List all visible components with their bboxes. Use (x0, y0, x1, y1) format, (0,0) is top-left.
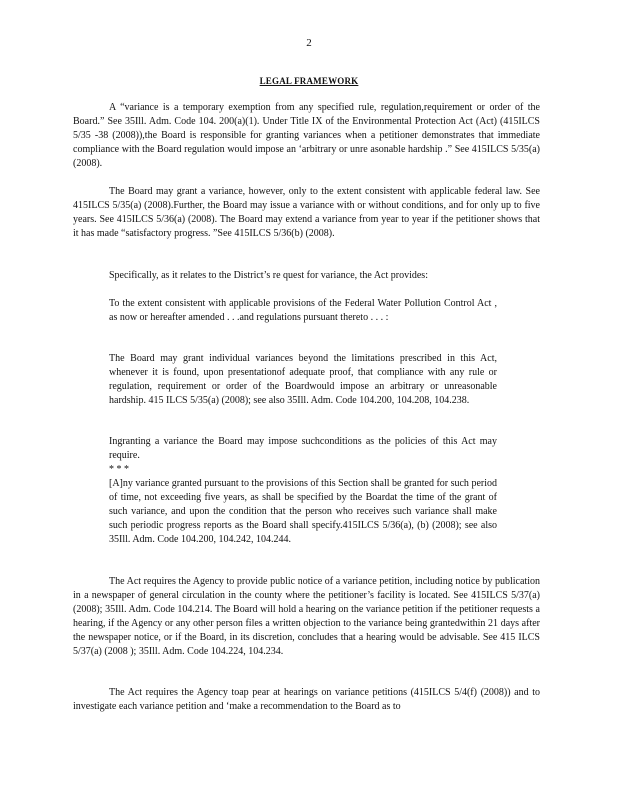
quote-variance-period: [A]ny variance granted pursuant to the provisions of this Section shall be granted for such period of time, not exceeding five years, as shall be specified by the Boardat the time of the grant of such variance, and upon the condition that the person who receives such variance shall make such periodic progress reports as the Board shall specify.415ILCS 5/36(a), (b) (2008); see also 35Ill. Adm. Code 104.200, 104.242, 104.244. (109, 478, 497, 545)
paragraph-agency-hearings: The Act requires the Agency toap pear at hearings on variance petitions (415ILCS 5/4(f) (2008)) and to investigate each variance petition and ‘make a recommendation to the Board as to (73, 687, 540, 712)
quote-impose-conditions: Ingranting a variance the Board may impose suchconditions as the policies of this Act may require. (109, 436, 497, 461)
quote-individual-variances: The Board may grant individual variances beyond the limitations prescribed in this Act, whenever it is found, upon presentationof adequate proof, that compliance with any rule or regulation, requirement or order of the Boardwould impose an arbitrary or unreasonable hardship. 415 ILCS 5/35(a) (2008); see also 35Ill. Adm. Code 104.200, 104.208, 104.238. (109, 353, 497, 406)
paragraph-board-grant: The Board may grant a variance, however, only to the extent consistent with applicable federal law. See 415ILCS 5/35(a) (2008).Further, the Board may issue a variance with or without conditions, and for only up to five years. See 415ILCS 5/36(a) (2008). The Board may extend a variance from year to year if the petitioner shows that it has made “satisfactory progress. ”See 415ILCS 5/36(b) (2008). (73, 186, 540, 239)
paragraph-variance-definition: A “variance is a temporary exemption from any specified rule, regulation,requirement or order of the Board.” See 35Ill. Adm. Code 104. 200(a)(1). Under Title IX of the Environmental Protection Act (Act) (415ILCS 5/35 -38 (2008)),the Board is responsible for granting variances when a petitioner demonstrates that immediate compliance with the Board regulation would impose an ‘arbitrary or unre asonable hardship .” See 415ILCS 5/35(a) (2008). (73, 102, 540, 169)
quote-federal-consistency: To the extent consistent with applicable provisions of the Federal Water Pollution Control Act , as now or hereafter amended . . .and regulations pursuant thereto . . . : (109, 298, 497, 323)
paragraph-public-notice: The Act requires the Agency to provide public notice of a variance petition, including notice by publication in a newspaper of general circulation in the county where the petitioner’s facility is located. See 415ILCS 5/37(a) (2008); 35Ill. Adm. Code 104.214. The Board will hold a hearing on the variance petition if the petitioner requests a hearing, if the Agency or any other person files a written objection to the variance being grantedwithin 21 days after the newspaper notice, or if the Board, in its discretion, concludes that a hearing would be advisable. See 415 ILCS 5/37(a) (2008 ); 35Ill. Adm. Code 104.224, 104.234. (73, 576, 540, 657)
page-number: 2 (306, 37, 312, 49)
section-heading (0, 74, 618, 89)
paragraph-specifically: Specifically, as it relates to the District’s re quest for variance, the Act provides: (109, 270, 428, 281)
section-heading-text: LEGAL FRAMEWORK (259, 76, 359, 86)
quote-ellipsis-stars: * * * (109, 464, 129, 475)
